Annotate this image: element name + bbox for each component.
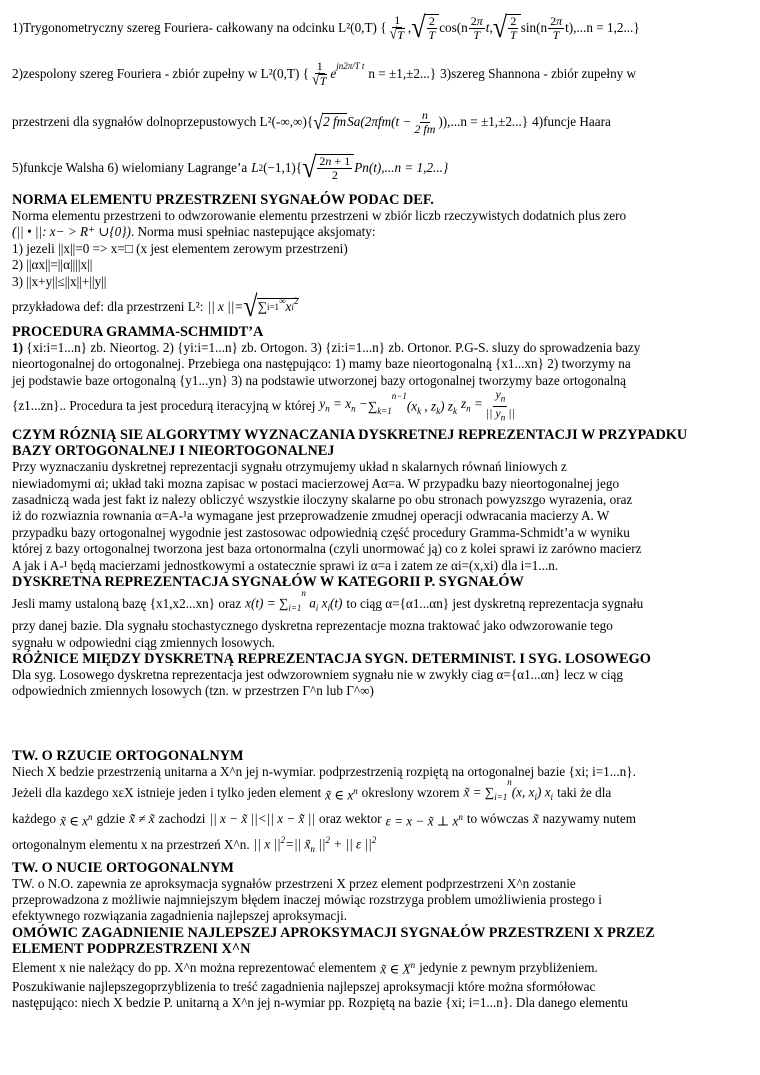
norma-axiom-2: 2) ||αx||=||α||||x|| [12, 257, 93, 273]
dyskretna-p2: przy danej bazie. Dla sygnału stochastycznego dyskretna reprezentacje mozna traktować jako odwzorowanie tego [12, 618, 613, 634]
norma-p2-text: . Norma musi spełniac nastepujące aksjomaty: [130, 224, 376, 240]
series-5-text: 5)funkcje Walsha 6) wielomiany Lagrange’a [12, 159, 248, 175]
dyskretna-p1-text: Jesli mamy ustaloną bazę {x1,x2...xn} oraz [12, 595, 242, 611]
czym-line: niewiadomymi αi; układ taki mozna zapisac w postaci macierzowej Aα=a. W przypadku bazy nieortogonalnej jego [12, 475, 620, 491]
norma-example-formula: || x ||= [207, 298, 244, 314]
formula-sin: sin(n [520, 19, 548, 35]
formula-sqrt: √ $\frac{2}{T}$ [411, 14, 439, 42]
czym-line: Przy wyznaczaniu dyskretnej reprezentacji sygnału otrzymujemy układ n skalarnych równań liniowych z [12, 459, 567, 475]
czym-line: A jak i A-¹ będą macierzami jednostkowymi a ostatecznie sprawi iz α=a i zatem ze αi=(x,xi) dla i=1...n. [12, 557, 559, 573]
series-5-mid: (−1,1){ [263, 159, 303, 175]
norma-formula: (|| • ||: x− > R⁺ ∪{0}) [12, 224, 131, 240]
czym-line: iż do rozwiaznia rownania α=A-¹a wymagane jest przeprowadzenie zmudnej operacji odwracania macierzy A. W [12, 508, 610, 524]
series-3-formula: Sa(2πfm(t − [347, 113, 412, 129]
czym-line: zasadniczą wada jest fakt iz nalezy obliczyć wszystkie iloczyny skalarne po obu stronach powyzszgo wyrazenia, oraz [12, 492, 633, 508]
omowic-p1: Element x nie należący do pp. X^n można reprezentować elementem x̃ ∈ $X^n$ jedynie z pewnym przybliżeniem. [12, 959, 598, 977]
rzut-p1: Niech X bedzie przestrzenią unitarna a X^n jej n-wymiar. podprzestrzenią rozpiętą na ortogonalnej bazie {xi; i=1...n}. [12, 763, 636, 779]
rzut-heading: TW. O RZUCIE ORTOGONALNYM [12, 747, 244, 764]
dyskretna-p3: sygnału w odpowiedni ciąg zmiennych losowych. [12, 634, 275, 650]
gram-p1 [12, 340, 750, 356]
series-2-text: 2)zespolony szereg Fouriera - zbiór zupełny w L²(0,T) { [12, 65, 310, 81]
omowic-heading-1: OMÓWIC ZAGADNIENIE NAJLEPSZEJ APROKSYMACJI SYGNAŁÓW PRZESTRZENI X PRZEZ [12, 924, 655, 941]
gram-p1-bold: 1) [12, 340, 23, 356]
gram-p3: jej podstawie baze ortogonalną {y1...yn} 3) na podstawie utworzonej bazy ortogonalnej tworzymy baze ortogonalną [12, 372, 626, 388]
omowic-p3: następująco: niech X bedzie P. unitarną a X^n jej n-wymiar pp. Rozpiętą na bazie {xi; i=1...n}. Dla danego elementu [12, 995, 628, 1011]
formula-end: t),...n = 1,2...} [565, 19, 640, 35]
omowic-heading-2: ELEMENT PODPRZESTRZENI X^N [12, 940, 251, 957]
dyskretna-heading: DYSKRETNA REPREZENTACJA SYGNAŁÓW W KATEGORII P. SYGNAŁÓW [12, 574, 524, 591]
rzut-p3-d: oraz wektor [318, 810, 382, 826]
rzut-p4-a: ortogonalnym elementu x na przestrzeń X^n. [12, 836, 250, 852]
series-1-text: 1)Trygonometryczny szereg Fouriera- całkowany na odcinku L²(0,T) { [12, 19, 387, 35]
rzut-p3-f: nazywamy nutem [542, 810, 636, 826]
rzut-p3-e: to wówczas [466, 810, 529, 826]
series-3-end: )),...n = ±1,±2...} [438, 113, 529, 129]
gram-p4: {z1...zn}.. Procedura ta jest procedurą iteracyjną w której $y_n = x_n$ − $\sum_{k=1}^{n-1}(x_k$ , $z_k$) $z_k$ $z_n$ = $\frac{y_n}{|| y_n ||}$ [12, 387, 515, 423]
series-line-3: przestrzeni dla sygnałów dolnoprzepustowych L²(-∞,∞){ √ 2 fm Sa(2πfm(t − $\frac{n}{2 fm}$ )),...n = ±1,±2...} 4)funcje Haara [12, 107, 611, 136]
formula-frac: 1 √ T [389, 12, 404, 44]
dyskretna-p1-suffix: to ciąg α={α1...αn} jest dyskretną reprezentacja sygnału [346, 595, 644, 611]
series-3-line2: przestrzeni dla sygnałów dolnoprzepustowych L²(-∞,∞){ [12, 113, 314, 129]
gram-heading: PROCEDURA GRAMMA-SCHMIDT’A [12, 324, 264, 341]
series-4-text: 4)funcje Haara [532, 113, 611, 129]
rzut-p2-a: Jeżeli dla kazdego xεX istnieje jeden i tylko jeden element [12, 784, 322, 800]
norma-p1: Norma elementu przestrzeni to odwzorowanie elementu przestrzeni w zbiór liczb rzeczywistych dodatnich plus zero [12, 208, 627, 223]
gram-p1-text: {xi:i=1...n} zb. Nieortog. 2) {yi:i=1...n} zb. Ortogon. 3) {zi:i=1...n} zb. Ortonor. P.G-S. sluzy do sprowadzenia bazy [23, 340, 641, 356]
series-5-end: Pn(t),...n = 1,2...} [354, 159, 449, 175]
roznice-heading: RÓŻNICE MIĘDZY DYSKRETNĄ REPREZENTACJA SYGN. DETERMINIST. I SYG. LOSOWEGO [12, 650, 651, 667]
roznice-p1: Dla syg. Losowego dyskretna reprezentacja jest odwzorowniem sygnału nie w zwykły ciag α={α1...αn} lecz w ciąg [12, 666, 623, 682]
series-2-end: n = ±1,±2...} [368, 65, 437, 81]
omowic-p1-a: Element x nie należący do pp. X^n można reprezentować elementem [12, 959, 377, 975]
norma-axiom-1: 1) jezeli ||x||=0 => x=□ (x jest elementem zerowym przestrzeni) [12, 240, 348, 256]
norma-p2 [12, 224, 750, 240]
czym-line: przypadku bazy ortogonalnej wygodnie jest zastosowac odpowiednią część procedury Gramma-Schmidt’a w wyniku [12, 524, 630, 540]
series-3-text: 3)szereg Shannona - zbiór zupełny w [440, 65, 637, 81]
norma-heading: NORMA ELEMENTU PRZESTRZENI SYGNAŁÓW PODAC DEF. [12, 192, 434, 208]
series-line-5: 5)funkcje Walsha 6) wielomiany Lagrange’a L 2 (−1,1){ √ $\frac{2n + 1}{2}$ Pn(t),...n = 1,2...} [12, 150, 449, 185]
rzut-p2-c: taki że dla [557, 784, 612, 800]
omowic-p2: Poszukiwanie najlepszegoprzyblizenia to treść zagadnienia najlepszej aproksymacji które można sformółowac [12, 978, 596, 994]
spacer [12, 700, 750, 748]
dyskretna-p1: Jesli mamy ustaloną bazę {x1,x2...xn} oraz $x(t) = \sum_{i=1}^n$ $a_i$ $x_i(t)$ to ciąg α={α1...αn} jest dyskretną reprezentacja sygnału [12, 588, 644, 614]
rzut-p3: każdego x̃ ∈ $x^n$ gdzie x̃̃ ≠ x̃ zachodzi || x − x̃ ||<|| x − x̃̃ || oraz wektor ε = x − x̃ ⊥ $x^n$ to wówczas x̃ nazywamy nutem [12, 810, 636, 829]
document-page [12, 10, 750, 1012]
gram-p4-text: {z1...zn}.. Procedura ta jest procedurą iteracyjną w której [12, 398, 316, 414]
norma-example: przykładowa def: dla przestrzeni L²: || x ||= √ ∑ i=1 ∞ x i $^2$ [12, 289, 299, 324]
formula-cos: cos(n [439, 19, 468, 35]
gram-p2: nieortogonalnej do ortogonalnej. Przebiega ona następująco: 1) mamy baze nieortogonalną {x1...xn} 2) tworzymy na [12, 356, 631, 372]
rzut-p2-b: okreslony wzorem [361, 784, 460, 800]
rzut-p3-c: zachodzi [158, 810, 206, 826]
series-line-2: 2)zespolony szereg Fouriera - zbiór zupełny w L²(0,T) { 1 √ T e $^{jn2\pi/T t}$ n = ±1,±2...} 3)szereg Shannona - zbiór zupełny w [12, 58, 637, 90]
rzut-p3-b: gdzie [96, 810, 126, 826]
nucie-line: przeprowadzona z możliwie najmniejszym błędem inaczej mówiąc rozstrzyga problem umożliwienia prostego i [12, 891, 602, 907]
omowic-p1-b: jedynie z pewnym przybliżeniem. [419, 959, 598, 975]
rzut-p2: Jeżeli dla kazdego xεX istnieje jeden i tylko jeden element x̃ ∈ $x^n$ okreslony wzorem x̃ = $\sum_{i=1}^n(x$, $x_i$) $x_i$ taki że dla [12, 777, 612, 803]
czym-line: której z bazy ortogonalnej tworzona jest baza ortonormalna (czyli unormować ją) co z kolei sprawi iz zarówno macierz [12, 541, 642, 557]
series-line-1: 1)Trygonometryczny szereg Fouriera- całkowany na odcinku L²(0,T) { 1 √ T , √ $\frac{2}{T}$ cos(n $\frac{2\pi}{T}$ t , √ $\frac{2}{T}$ sin(n $\frac{2\pi}{T}$ t),...n = 1,2...} [12, 10, 640, 45]
norma-axiom-3: 3) ||x+y||≤||x||+||y|| [12, 273, 107, 289]
rzut-p3-a: każdego [12, 810, 56, 826]
nucie-line: efektywnego rozwiązania zagadnienia najlepszej aproksymacji. [12, 908, 348, 924]
roznice-p2: odpowiednich zmiennych losowych (tzn. w przestrzen Γ^n lub Γ^∞) [12, 683, 374, 699]
czym-heading-2: BAZY ORTOGONALNEJ I NIEORTOGONALNEJ [12, 443, 335, 460]
czym-heading-1: CZYM RÓZNIĄ SIE ALGORYTMY WYZNACZANIA DYSKRETNEJ REPREZENTACJI W PRZYPADKU [12, 427, 688, 444]
nucie-heading: TW. O NUCIE ORTOGONALNYM [12, 859, 234, 876]
norma-example-text: przykładowa def: dla przestrzeni L²: [12, 298, 204, 314]
rzut-p4: ortogonalnym elementu x na przestrzeń X^n. || x $||^2=||$ $x̃_n$ $||^2$ + || ε $||^2$ [12, 835, 377, 855]
nucie-line: TW. o N.O. zapewnia ze aproksymacja sygnałów przestrzeni X przez element podprzestrzeni X^n zostanie [12, 875, 576, 891]
